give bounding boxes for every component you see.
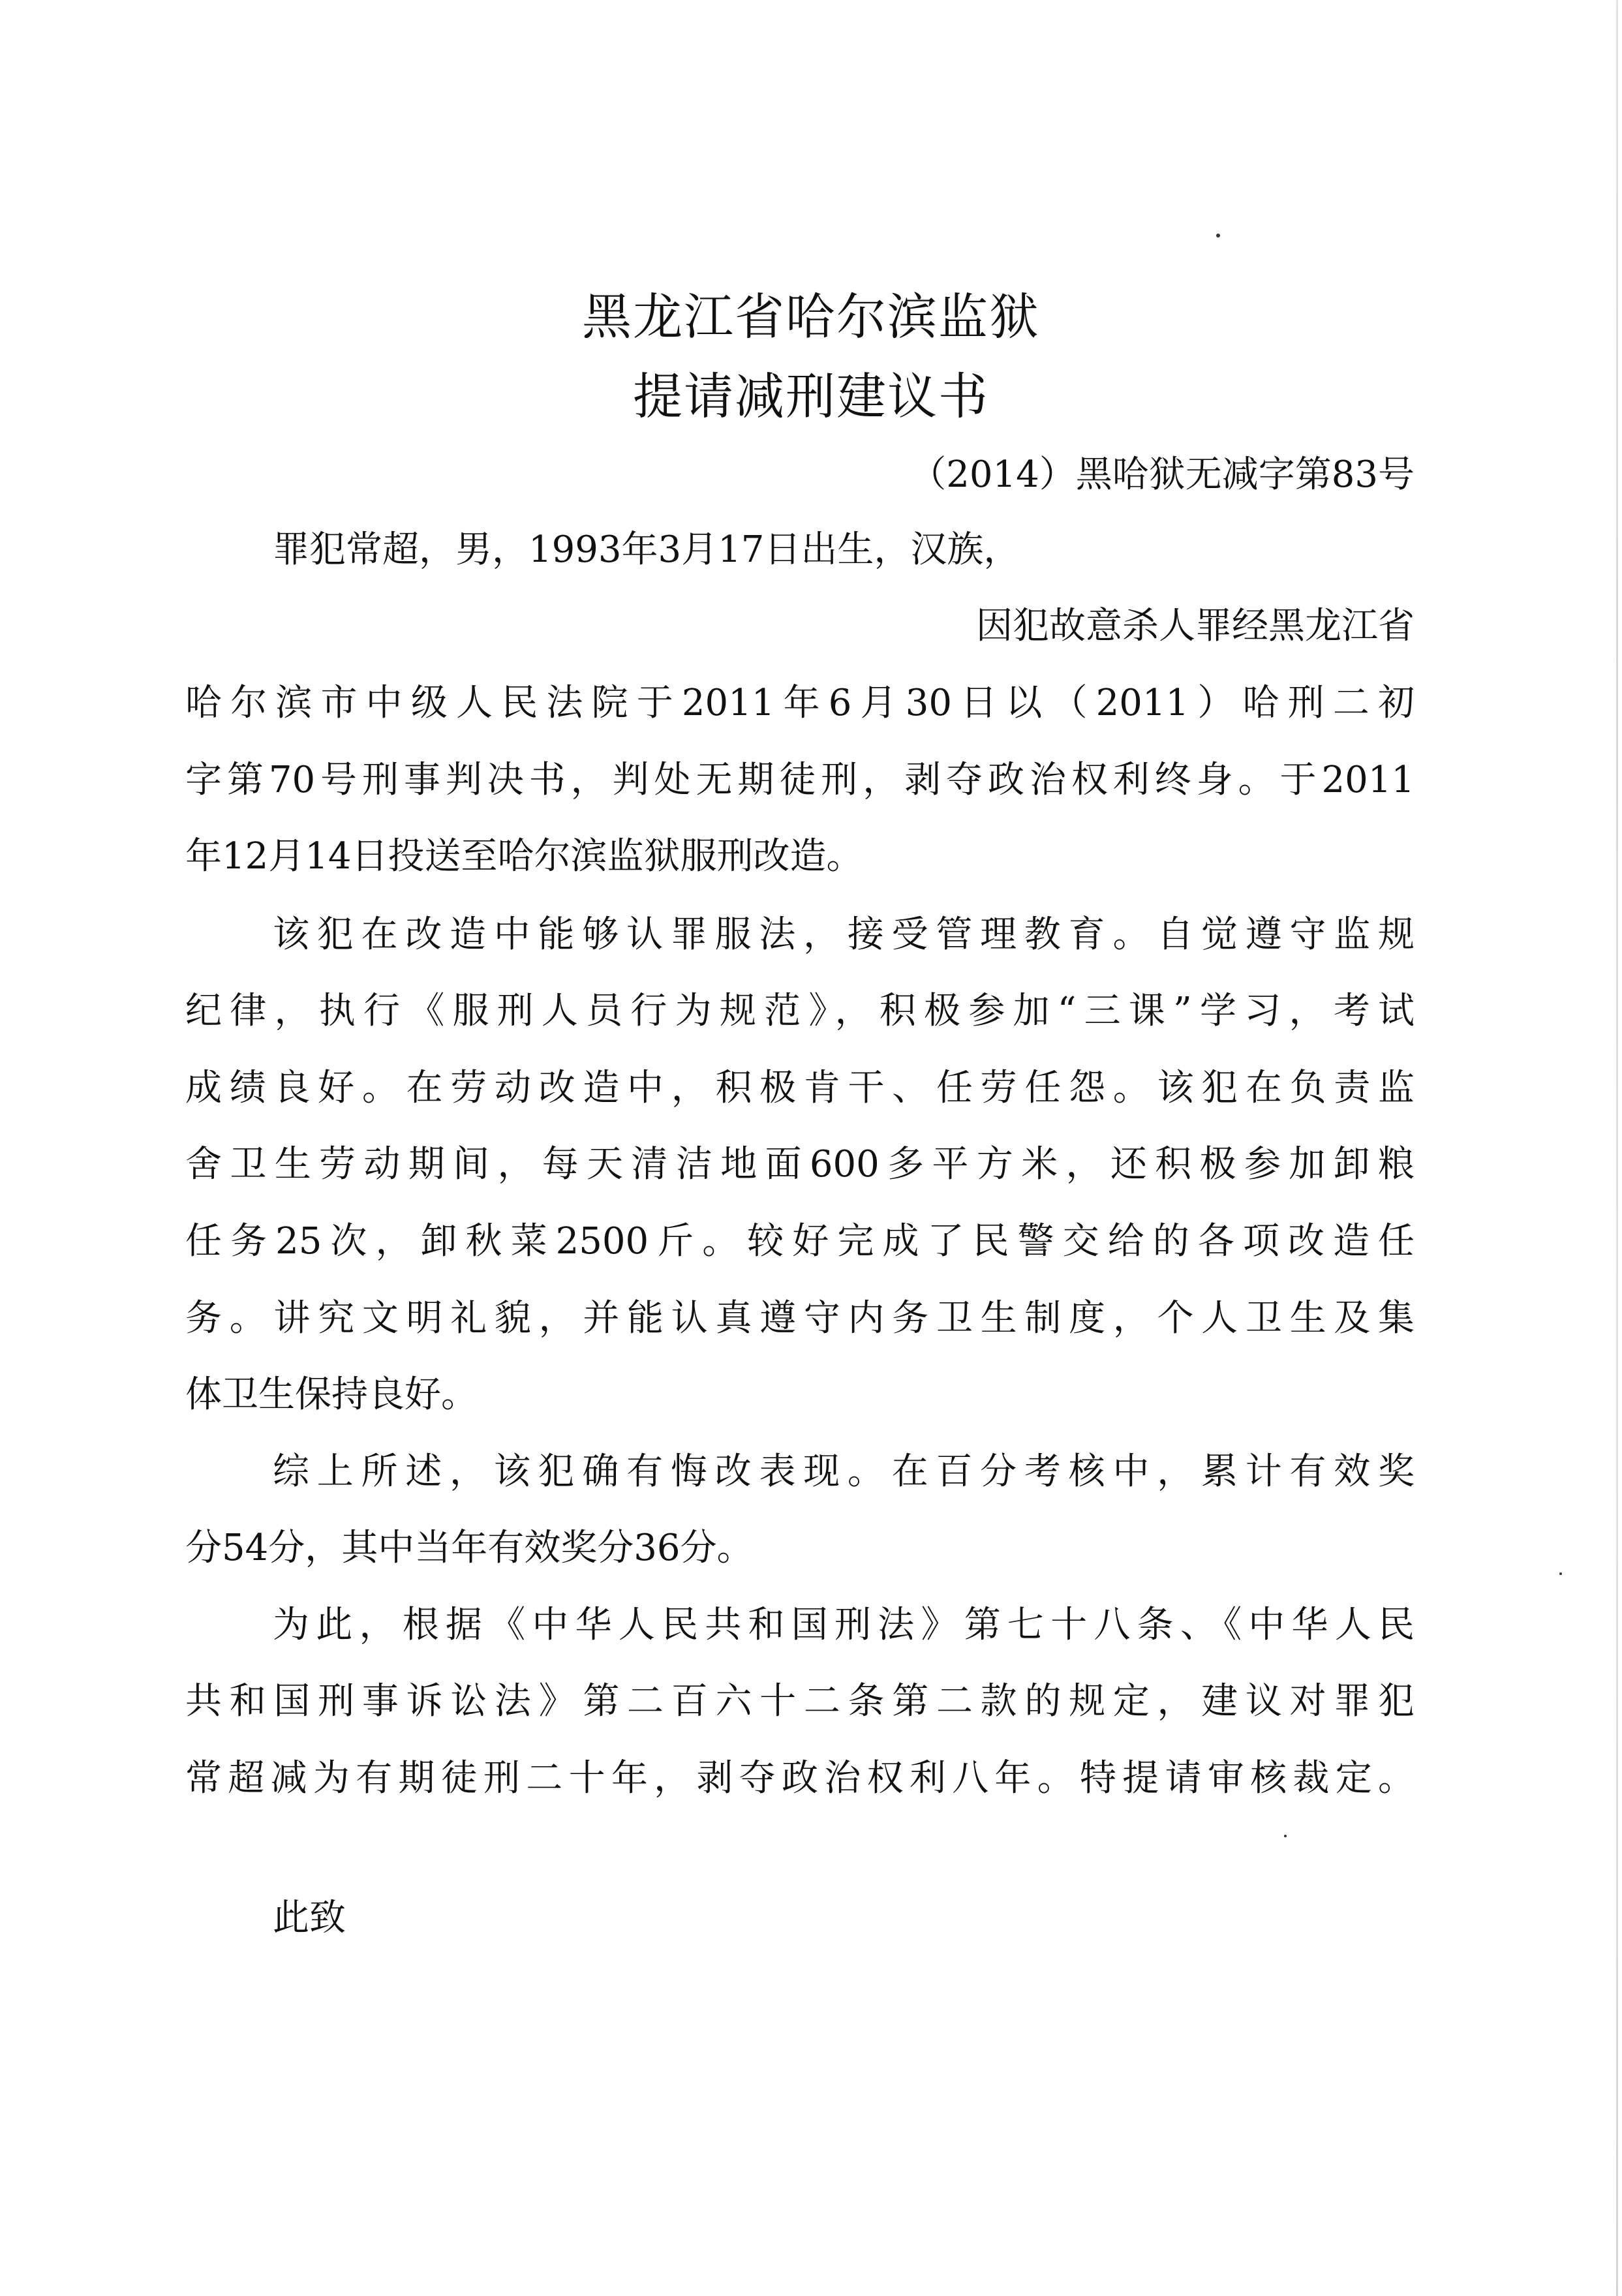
text-line: 分54分，其中当年有效奖分36分。 — [185, 1527, 754, 1569]
text-line: 字第70号刑事判决书，判处无期徒刑，剥夺政治权利终身。于2011 — [185, 759, 1415, 801]
scan-speck — [1284, 1835, 1287, 1837]
text-line: 综上所述，该犯确有悔改表现。在百分考核中，累计有效奖 — [273, 1450, 1415, 1493]
text-line: 罪犯常超，男，1993年3月17日出生，汉族， — [273, 528, 1020, 571]
text-line: 年12月14日投送至哈尔滨监狱服刑改造。 — [185, 835, 863, 878]
text-line: 务。讲究文明礼貌，并能认真遵守内务卫生制度，个人卫生及集 — [185, 1297, 1415, 1339]
document-title: 黑龙江省哈尔滨监狱 — [582, 288, 1040, 346]
scan-speck — [1216, 234, 1220, 237]
text-line: 为此，根据《中华人民共和国刑法》第七十八条、《中华人民 — [273, 1604, 1415, 1646]
text-line: 纪律，执行《服刑人员行为规范》，积极参加“三课”学习，考试 — [185, 990, 1415, 1032]
text-line: 哈尔滨市中级人民法院于2011年6月30日以（2011）哈刑二初 — [185, 682, 1415, 724]
closing-salutation: 此致 — [273, 1897, 346, 1939]
text-line: 该犯在改造中能够认罪服法，接受管理教育。自觉遵守监规 — [273, 913, 1415, 956]
text-line: 共和国刑事诉讼法》第二百六十二条第二款的规定，建议对罪犯 — [185, 1680, 1415, 1722]
document-subtitle: 提请减刑建议书 — [633, 367, 989, 425]
scan-speck — [1559, 1572, 1562, 1575]
text-line: 常超减为有期徒刑二十年，剥夺政治权利八年。特提请审核裁定。 — [185, 1757, 1415, 1799]
text-line: 成绩良好。在劳动改造中，积极肯干、任劳任怨。该犯在负责监 — [185, 1067, 1415, 1109]
scan-edge — [1616, 0, 1618, 2296]
document-number: （2014）黑哈狱无减字第83号 — [910, 453, 1415, 496]
text-line: 体卫生保持良好。 — [185, 1373, 478, 1416]
text-line: 因犯故意杀人罪经黑龙江省 — [976, 605, 1415, 647]
text-line: 舍卫生劳动期间，每天清洁地面600多平方米，还积极参加卸粮 — [185, 1143, 1415, 1186]
text-line: 任务25次，卸秋菜2500斤。较好完成了民警交给的各项改造任 — [185, 1220, 1415, 1263]
